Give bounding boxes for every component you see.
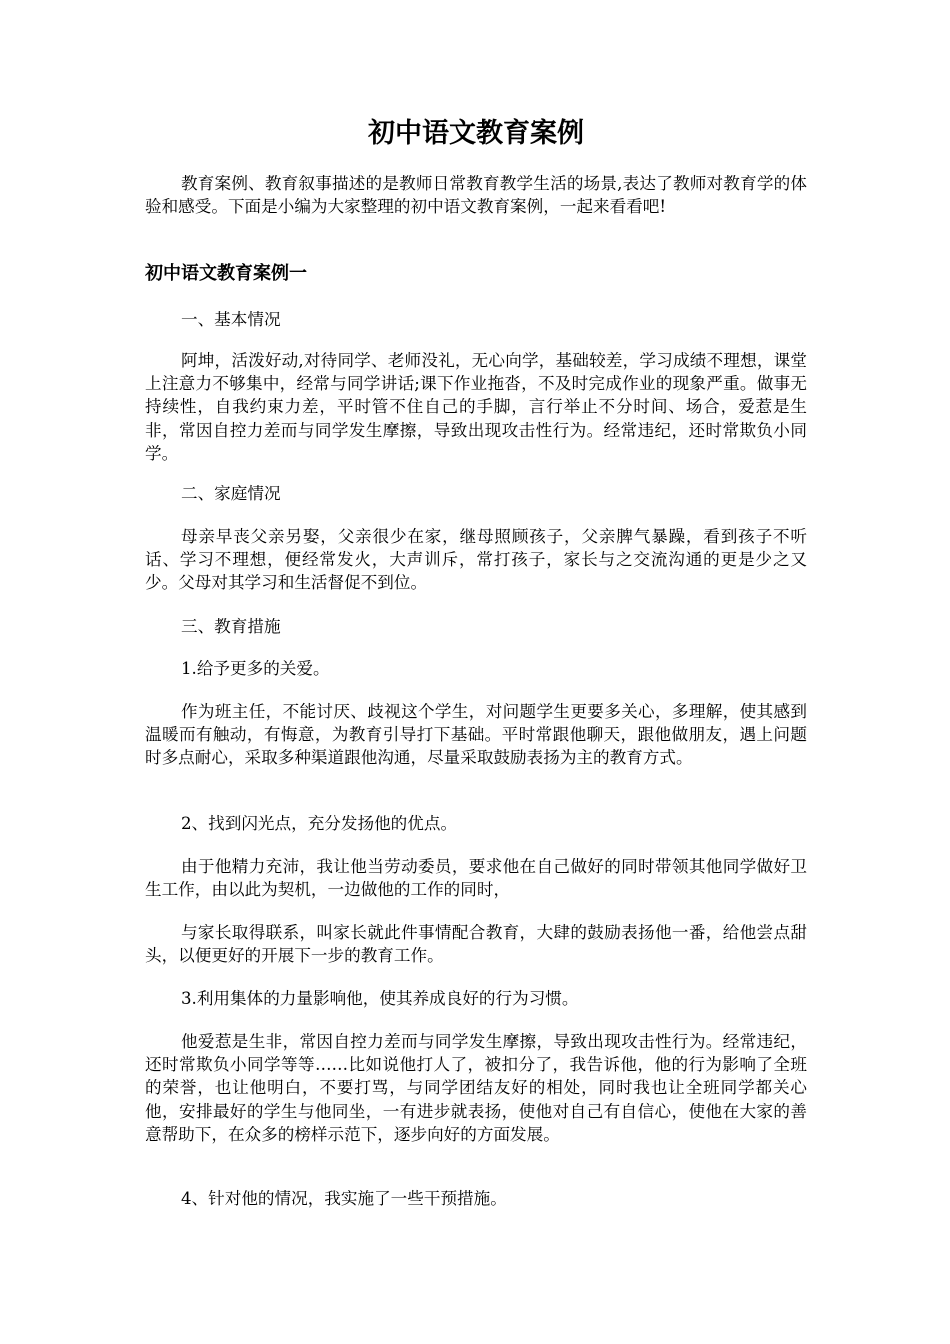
paragraph-measure-1: 作为班主任，不能讨厌、歧视这个学生，对问题学生更要多关心，多理解，使其感到温暖而有触动，有悔意，为教育引导打下基础。平时常跟他聊天，跟他做朋友，遇上问题时多点耐心，采取多种渠道跟他沟通，尽量采取鼓励表扬为主的教育方式。 (145, 702, 807, 768)
paragraph-measure-3: 他爱惹是生非，常因自控力差而与同学发生摩擦，导致出现攻击性行为。经常违纪，还时常欺负小同学等等……比如说他打人了，被扣分了，我告诉他，他的行为影响了全班的荣誉，也让他明白，不要打骂，与同学团结友好的相处，同时我也让全班同学都关心他，安排最好的学生与他同坐，一有进步就表扬，使他对自己有自信心，使他在大家的善意帮助下，在众多的榜样示范下，逐步向好的方面发展。 (145, 1032, 807, 1144)
paragraph-family-situation: 母亲早丧父亲另娶，父亲很少在家，继母照顾孩子，父亲脾气暴躁，看到孩子不听话、学习不理想，便经常发火，大声训斥，常打孩子，家长与之交流沟通的更是少之又少。父母对其学习和生活督促不到位。 (145, 527, 807, 593)
paragraph-measure-2a: 由于他精力充沛，我让他当劳动委员，要求他在自己做好的同时带领其他同学做好卫生工作，由以此为契机，一边做他的工作的同时， (145, 857, 807, 900)
measure-4-heading: 4、针对他的情况，我实施了一些干预措施。 (181, 1189, 507, 1208)
section-heading-basic: 一、基本情况 (181, 310, 281, 329)
paragraph-basic-situation: 阿坤，活泼好动,对待同学、老师没礼，无心向学，基础较差，学习成绩不理想，课堂上注意力不够集中，经常与同学讲话;课下作业拖沓，不及时完成作业的现象严重。做事无持续性，自我约束力差，平时管不住自己的手脚，言行举止不分时间、场合，爱惹是生非，常因自控力差而与同学发生摩擦，导致出现攻击性行为。经常违纪，还时常欺负小同学。 (145, 351, 807, 463)
intro-paragraph: 教育案例、教育叙事描述的是教师日常教育教学生活的场景,表达了教师对教育学的体验和感受。下面是小编为大家整理的初中语文教育案例，一起来看看吧! (145, 174, 807, 217)
paragraph-measure-2b: 与家长取得联系，叫家长就此件事情配合教育，大肆的鼓励表扬他一番，给他尝点甜头，以便更好的开展下一步的教育工作。 (145, 923, 807, 966)
measure-3-heading: 3.利用集体的力量影响他，使其养成良好的行为习惯。 (181, 989, 579, 1008)
measure-1-heading: 1.给予更多的关爱。 (181, 659, 330, 678)
section-heading-family: 二、家庭情况 (181, 484, 281, 503)
case-heading: 初中语文教育案例一 (145, 263, 307, 284)
section-heading-measures: 三、教育措施 (181, 617, 281, 636)
document-title: 初中语文教育案例 (368, 118, 584, 149)
measure-2-heading: 2、找到闪光点，充分发扬他的优点。 (181, 814, 458, 833)
